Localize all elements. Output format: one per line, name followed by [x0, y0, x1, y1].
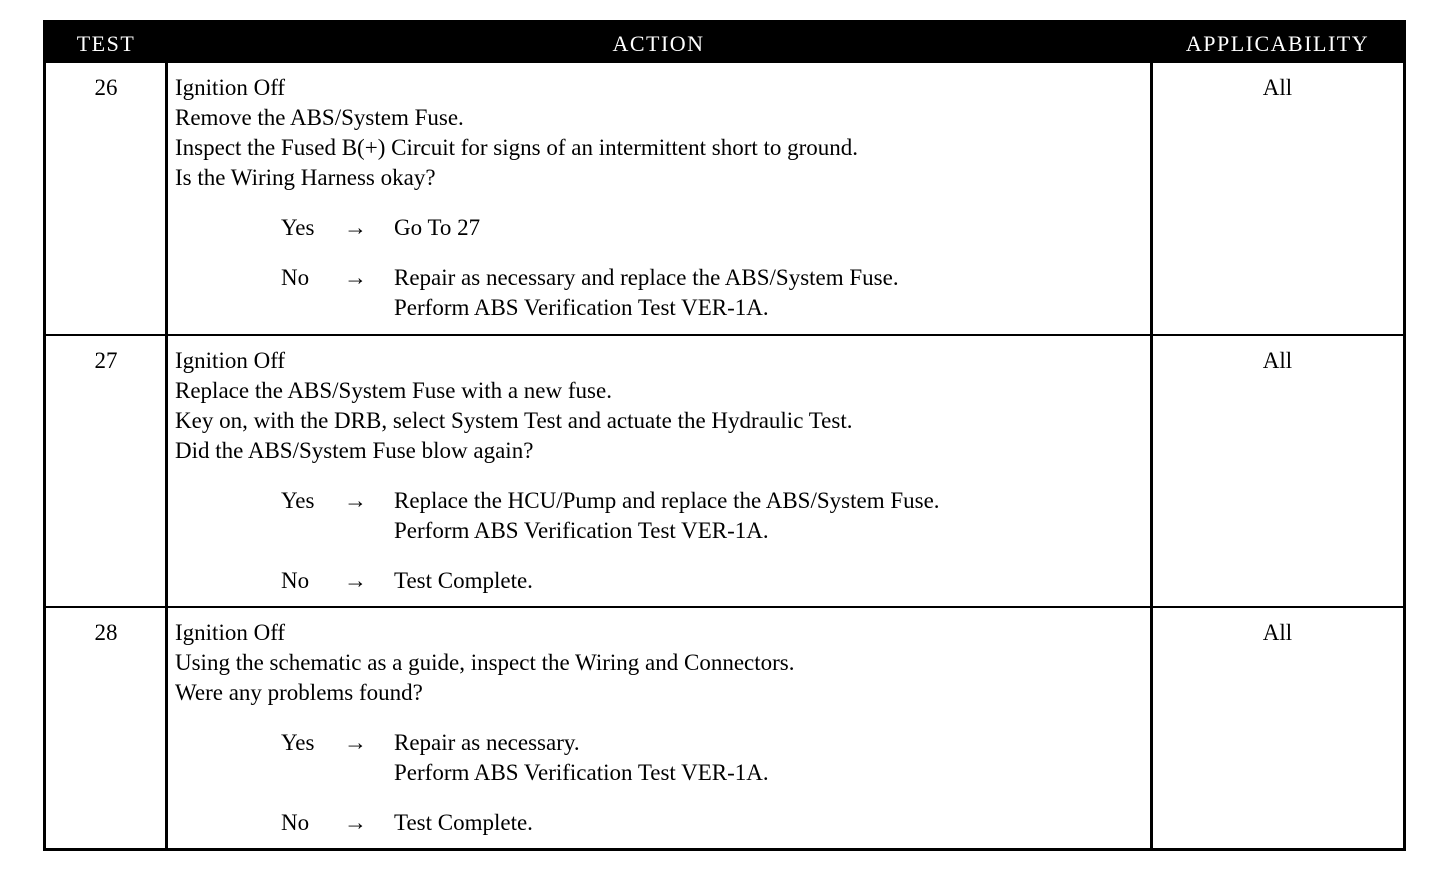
table-header [46, 23, 1403, 63]
header-action: ACTION [612, 31, 705, 56]
yes-response [175, 728, 1145, 758]
yes-response [175, 213, 1145, 243]
action-line: Is the Wiring Harness okay? [175, 165, 436, 190]
action-cell [175, 73, 1145, 323]
yes-result-continued: Perform ABS Verification Test VER-1A. [394, 760, 769, 785]
no-response [175, 808, 1145, 838]
applicability-value: All [1262, 620, 1293, 645]
action-line: Ignition Off [175, 620, 286, 645]
yes-result-continued: Perform ABS Verification Test VER-1A. [394, 518, 769, 543]
arrow-icon: → [344, 568, 367, 593]
yes-result: Repair as necessary. [394, 730, 580, 755]
diagnostic-test-table [43, 20, 1406, 851]
yes-result: Go To 27 [394, 215, 481, 240]
no-result: Test Complete. [394, 568, 533, 593]
yes-response [175, 486, 1145, 516]
header-applicability: APPLICABILITY [1185, 31, 1370, 56]
action-cell [175, 618, 1145, 838]
action-line: Inspect the Fused B(+) Circuit for signs of an intermittent short to ground. [175, 135, 859, 160]
arrow-icon: → [344, 215, 367, 240]
no-result-continued: Perform ABS Verification Test VER-1A. [394, 295, 769, 320]
yes-label: Yes [281, 215, 315, 240]
test-row-26 [46, 63, 1403, 334]
test-row-28 [46, 608, 1403, 851]
header-test: TEST [76, 31, 136, 56]
no-result: Test Complete. [394, 810, 533, 835]
applicability-value: All [1262, 348, 1293, 373]
test-row-27 [46, 336, 1403, 606]
yes-result: Replace the HCU/Pump and replace the ABS/System Fuse. [394, 488, 940, 513]
action-line: Replace the ABS/System Fuse with a new fuse. [175, 378, 612, 403]
test-number: 27 [94, 348, 118, 373]
action-line: Were any problems found? [175, 680, 423, 705]
no-label: No [281, 810, 310, 835]
action-line: Remove the ABS/System Fuse. [175, 105, 464, 130]
action-line: Ignition Off [175, 75, 286, 100]
action-line: Key on, with the DRB, select System Test and actuate the Hydraulic Test. [175, 408, 853, 433]
test-number: 26 [94, 75, 118, 100]
yes-label: Yes [281, 488, 315, 513]
arrow-icon: → [344, 265, 367, 290]
arrow-icon: → [344, 730, 367, 755]
no-result: Repair as necessary and replace the ABS/System Fuse. [394, 265, 899, 290]
no-label: No [281, 265, 310, 290]
arrow-icon: → [344, 810, 367, 835]
action-cell [175, 346, 1145, 596]
test-number: 28 [94, 620, 118, 645]
arrow-icon: → [344, 488, 367, 513]
action-line: Using the schematic as a guide, inspect the Wiring and Connectors. [175, 650, 795, 675]
applicability-value: All [1262, 75, 1293, 100]
action-line: Ignition Off [175, 348, 286, 373]
yes-label: Yes [281, 730, 315, 755]
no-response [175, 566, 1145, 596]
action-line: Did the ABS/System Fuse blow again? [175, 438, 534, 463]
no-response [175, 263, 1145, 293]
no-label: No [281, 568, 310, 593]
